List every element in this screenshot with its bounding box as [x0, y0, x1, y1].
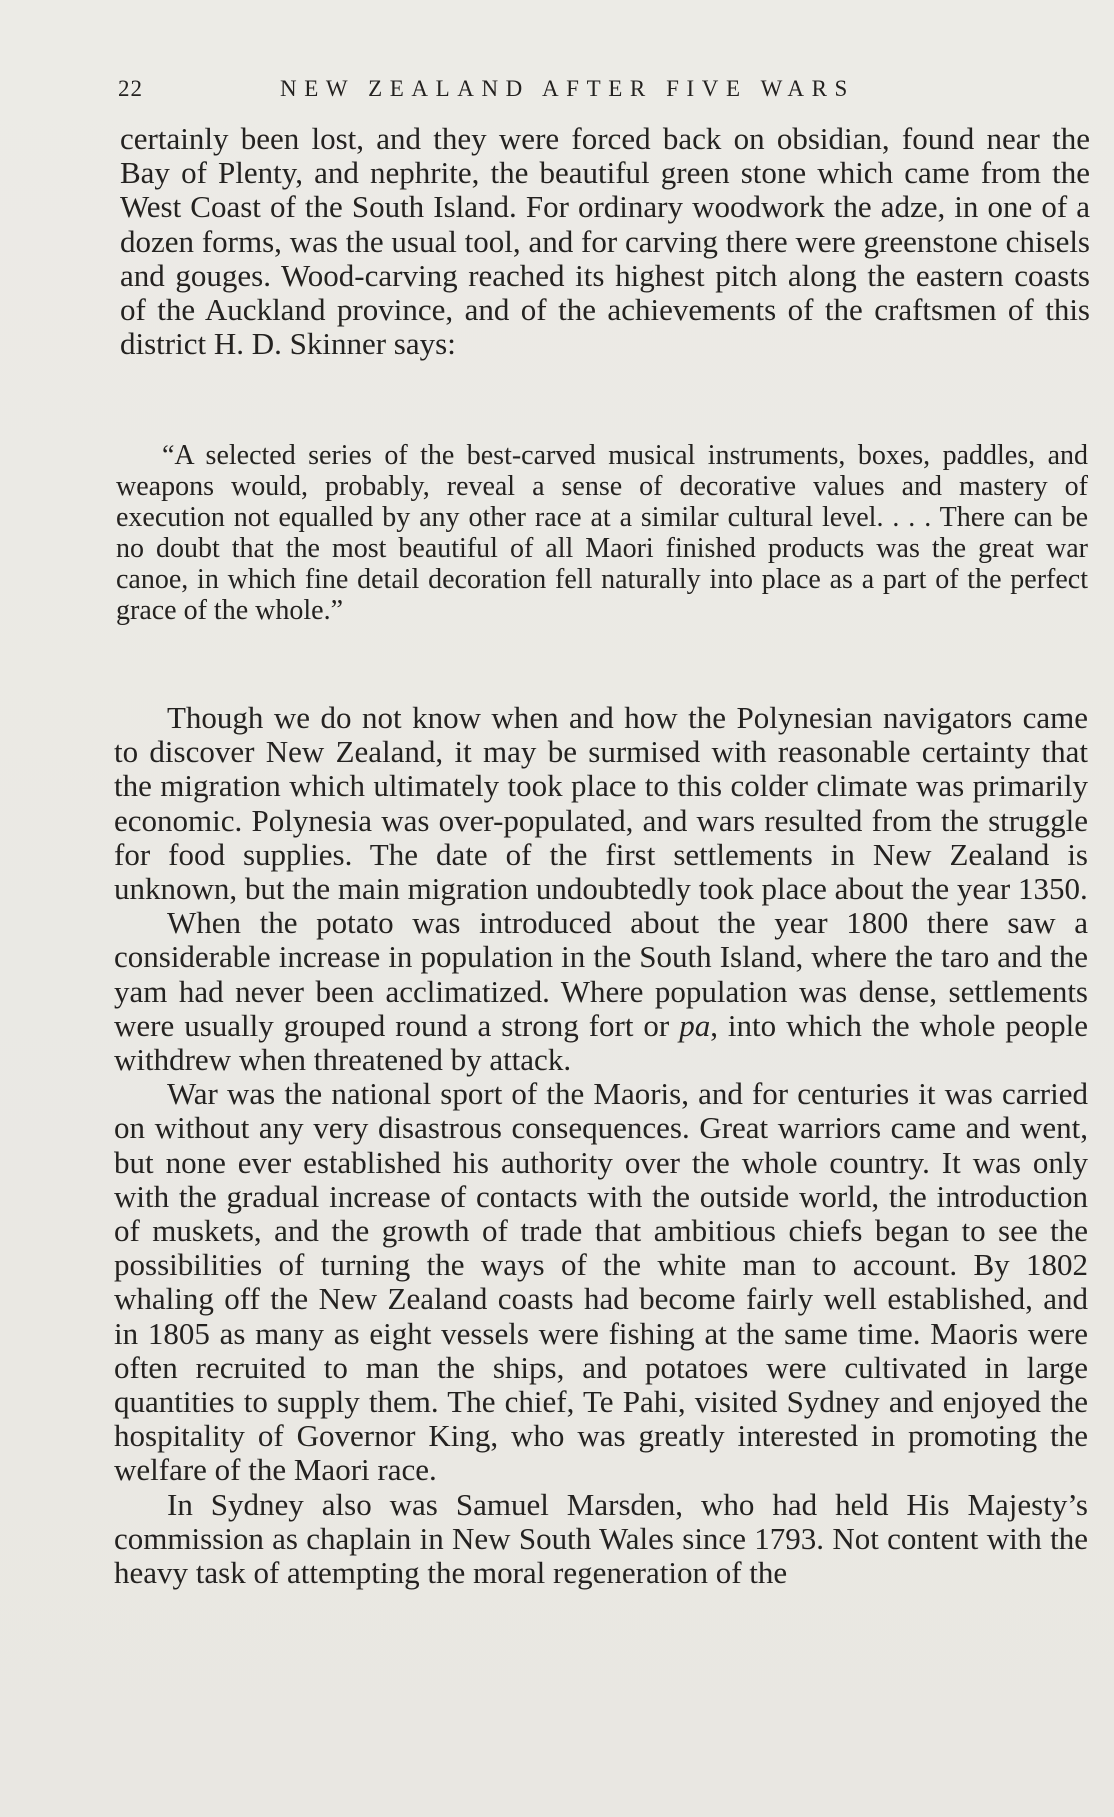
- book-title: NEW ZEALAND AFTER FIVE WARS: [280, 76, 855, 101]
- quote-text: “A selected series of the best-carved musical instruments, boxes, paddles, and weapons would, probably, reveal a sense of decorative values and mastery of execution not equalled by any other race at a similar cultural level. . . . There can be no doubt that the most beautiful of all Maori finished products was the great war canoe, in which fine detail decoration fell naturally into place as a part of the perfect grace of the whole.”: [116, 440, 1088, 626]
- main-text: [114, 701, 1088, 1590]
- paragraph-potato-pa: pa: [679, 1007, 711, 1043]
- block-quote: [116, 440, 1088, 626]
- running-head: [118, 76, 978, 110]
- paragraph-potato-part-2: , into which the whole people withdrew when threatened by attack.: [114, 1007, 1088, 1078]
- paragraph: certainly been lost, and they were forced back on obsidian, found near the Bay of Plenty, and nephrite, the beautiful green stone which came from the West Coast of the South Island. For ordinary woodwork the adze, in one of a dozen forms, was the usual tool, and for carving there were greenstone chisels and gouges. Wood-carving reached its highest pitch along the eastern coasts of the Auckland province, and of the achievements of the craftsmen of this district H. D. Skinner says:: [120, 121, 1090, 362]
- paragraph-migration: Though we do not know when and how the Polynesian navigators came to discover New Zealand, it may be surmised with reasonable certainty that the migration which ultimately took place to this colder climate was primarily economic. Polynesia was over-populated, and wars resulted from the struggle for food supplies. The date of the first settlements in New Zealand is unknown, but the main migration undoubtedly took place about the year 1350.: [114, 700, 1088, 907]
- paragraph-opening: [120, 122, 1090, 361]
- paragraph-war: War was the national sport of the Maoris, and for centuries it was carried on without any very disastrous consequences. Great warriors came and went, but none ever established his authority over the whole country. It was only with the gradual increase of contacts with the outside world, the introduction of muskets, and the growth of trade that ambitious chiefs began to see the possibilities of turning the ways of the white man to account. By 1802 whaling off the New Zealand coasts had become fairly well established, and in 1805 as many as eight vessels were fishing at the same time. Maoris were often recruited to man the ships, and potatoes were cultivated in large quantities to supply them. The chief, Te Pahi, visited Sydney and enjoyed the hospitality of Governor King, who was greatly interested in promoting the welfare of the Maori race.: [114, 1076, 1088, 1488]
- paragraph-potato: [114, 906, 1088, 1077]
- page-number: 22: [118, 76, 143, 101]
- paragraph-marsden: In Sydney also was Samuel Marsden, who had held His Majesty’s commission as chaplain in New South Wales since 1793. Not content with the heavy task of attempting the moral regeneration of the: [114, 1486, 1088, 1591]
- paragraph-potato-part-1: When the potato was introduced about the year 1800 there saw a considerable increase in population in the South Island, where the taro and the yam had never been acclimatized. Where population was dense, settlements were usually grouped round a strong fort or: [114, 905, 1088, 1043]
